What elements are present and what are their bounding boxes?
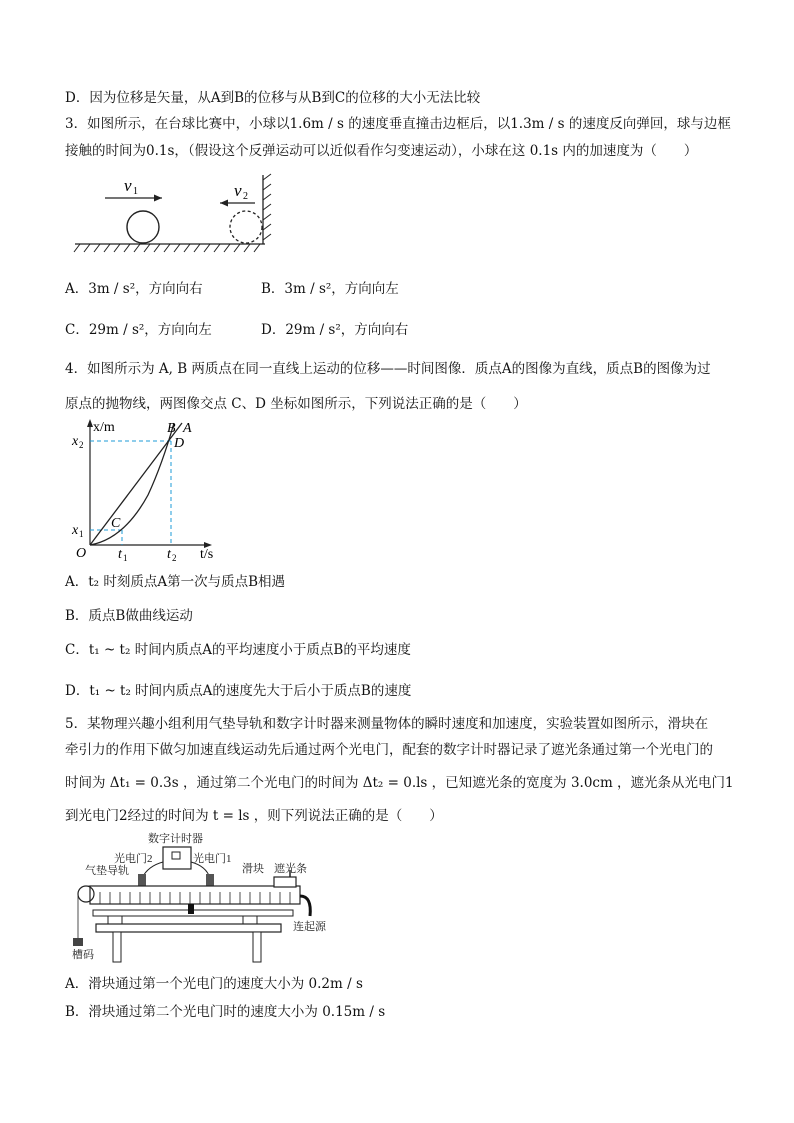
q3-option-c: C．29m / s²，方向向左 <box>65 322 212 338</box>
gate2-label: 光电门2 <box>114 853 153 865</box>
rail-label: 气垫导轨 <box>85 865 129 877</box>
origin-label: O <box>76 546 87 561</box>
q3-option-a: A．3m / s²，方向向右 <box>65 281 203 297</box>
ball-rebound <box>230 211 262 243</box>
slider-label: 滑块 <box>242 863 264 875</box>
t2-sub: 2 <box>172 553 177 562</box>
x1-sub: 1 <box>79 529 84 539</box>
v1-sub: 1 <box>133 186 138 197</box>
label-C: C <box>111 516 121 531</box>
y-axis-label: x/m <box>93 420 115 435</box>
q3-stem-line1: 3．如图所示，在台球比赛中，小球以1.6m / s 的速度垂直撞击边框后，以1.3m / s 的速度反向弹回，球与边框 <box>65 116 731 132</box>
label-B: B <box>167 421 176 436</box>
label-D: D <box>174 436 185 451</box>
source-label: 连起源 <box>293 921 326 933</box>
ball-incoming <box>127 211 159 243</box>
q4-option-b: B．质点B做曲线运动 <box>65 608 193 624</box>
q3-stem-line2: 接触的时间为0.1s，（假设这个反弹运动可以近似看作匀变速运动），小球在这 0.1s 内的加速度为（ ） <box>65 143 698 159</box>
q3-option-b: B．3m / s²，方向向左 <box>261 281 399 297</box>
x1-label: x <box>72 523 79 538</box>
q5-stem-line4: 到光电门2经过的时间为 t = ls ，则下列说法正确的是（ ） <box>65 808 443 824</box>
label-A: A <box>183 421 192 436</box>
x2-sub: 2 <box>79 440 84 450</box>
q5-option-b: B．滑块通过第二个光电门时的速度大小为 0.15m / s <box>65 1004 386 1020</box>
t1-label: t <box>118 547 122 562</box>
q4-option-c: C．t₁ ~ t₂ 时间内质点A的平均速度小于质点B的平均速度 <box>65 642 411 658</box>
strip-label: 遮光条 <box>274 863 307 875</box>
timer-label: 数字计时器 <box>148 833 203 845</box>
x2-label: x <box>72 434 79 449</box>
v2-sub: 2 <box>243 191 248 202</box>
weight-label: 槽码 <box>72 949 94 961</box>
q5-air-track-figure <box>68 830 348 965</box>
q4-xt-graph <box>70 417 230 562</box>
q2-option-d: D．因为位移是矢量，从A到B的位移与从B到C的位移的大小无法比较 <box>65 90 481 106</box>
q5-stem-line3: 时间为 Δt₁ = 0.3s ，通过第二个光电门的时间为 Δt₂ = 0.ls ，已知遮光条的宽度为 3.0cm ，遮光条从光电门1 <box>65 775 734 791</box>
q4-option-a: A．t₂ 时刻质点A第一次与质点B相遇 <box>65 574 286 590</box>
v1-label: v <box>124 176 132 195</box>
x-axis-label: t/s <box>200 547 214 562</box>
t2-label: t <box>167 547 171 562</box>
gate1-label: 光电门1 <box>193 853 232 865</box>
q4-stem-line2: 原点的抛物线，两图像交点 C、D 坐标如图所示，下列说法正确的是（ ） <box>65 396 527 412</box>
q4-option-d: D．t₁ ~ t₂ 时间内质点A的速度先大于后小于质点B的速度 <box>65 683 412 699</box>
q3-billiard-figure <box>70 170 280 255</box>
q3-option-d: D．29m / s²，方向向右 <box>261 322 409 338</box>
v2-label: v <box>234 181 242 200</box>
q5-stem-line1: 5．某物理兴趣小组利用气垫导轨和数字计时器来测量物体的瞬时速度和加速度，实验装置如图所示，滑块在 <box>65 716 709 732</box>
q5-stem-line2: 牵引力的作用下做匀加速直线运动先后通过两个光电门，配套的数字计时器记录了遮光条通过第一个光电门的 <box>65 742 713 758</box>
q4-stem-line1: 4．如图所示为 A, B 两质点在同一直线上运动的位移——时间图像．质点A的图像为直线，质点B的图像为过 <box>65 361 711 377</box>
t1-sub: 1 <box>123 553 128 562</box>
q5-option-a: A．滑块通过第一个光电门的速度大小为 0.2m / s <box>65 976 363 992</box>
